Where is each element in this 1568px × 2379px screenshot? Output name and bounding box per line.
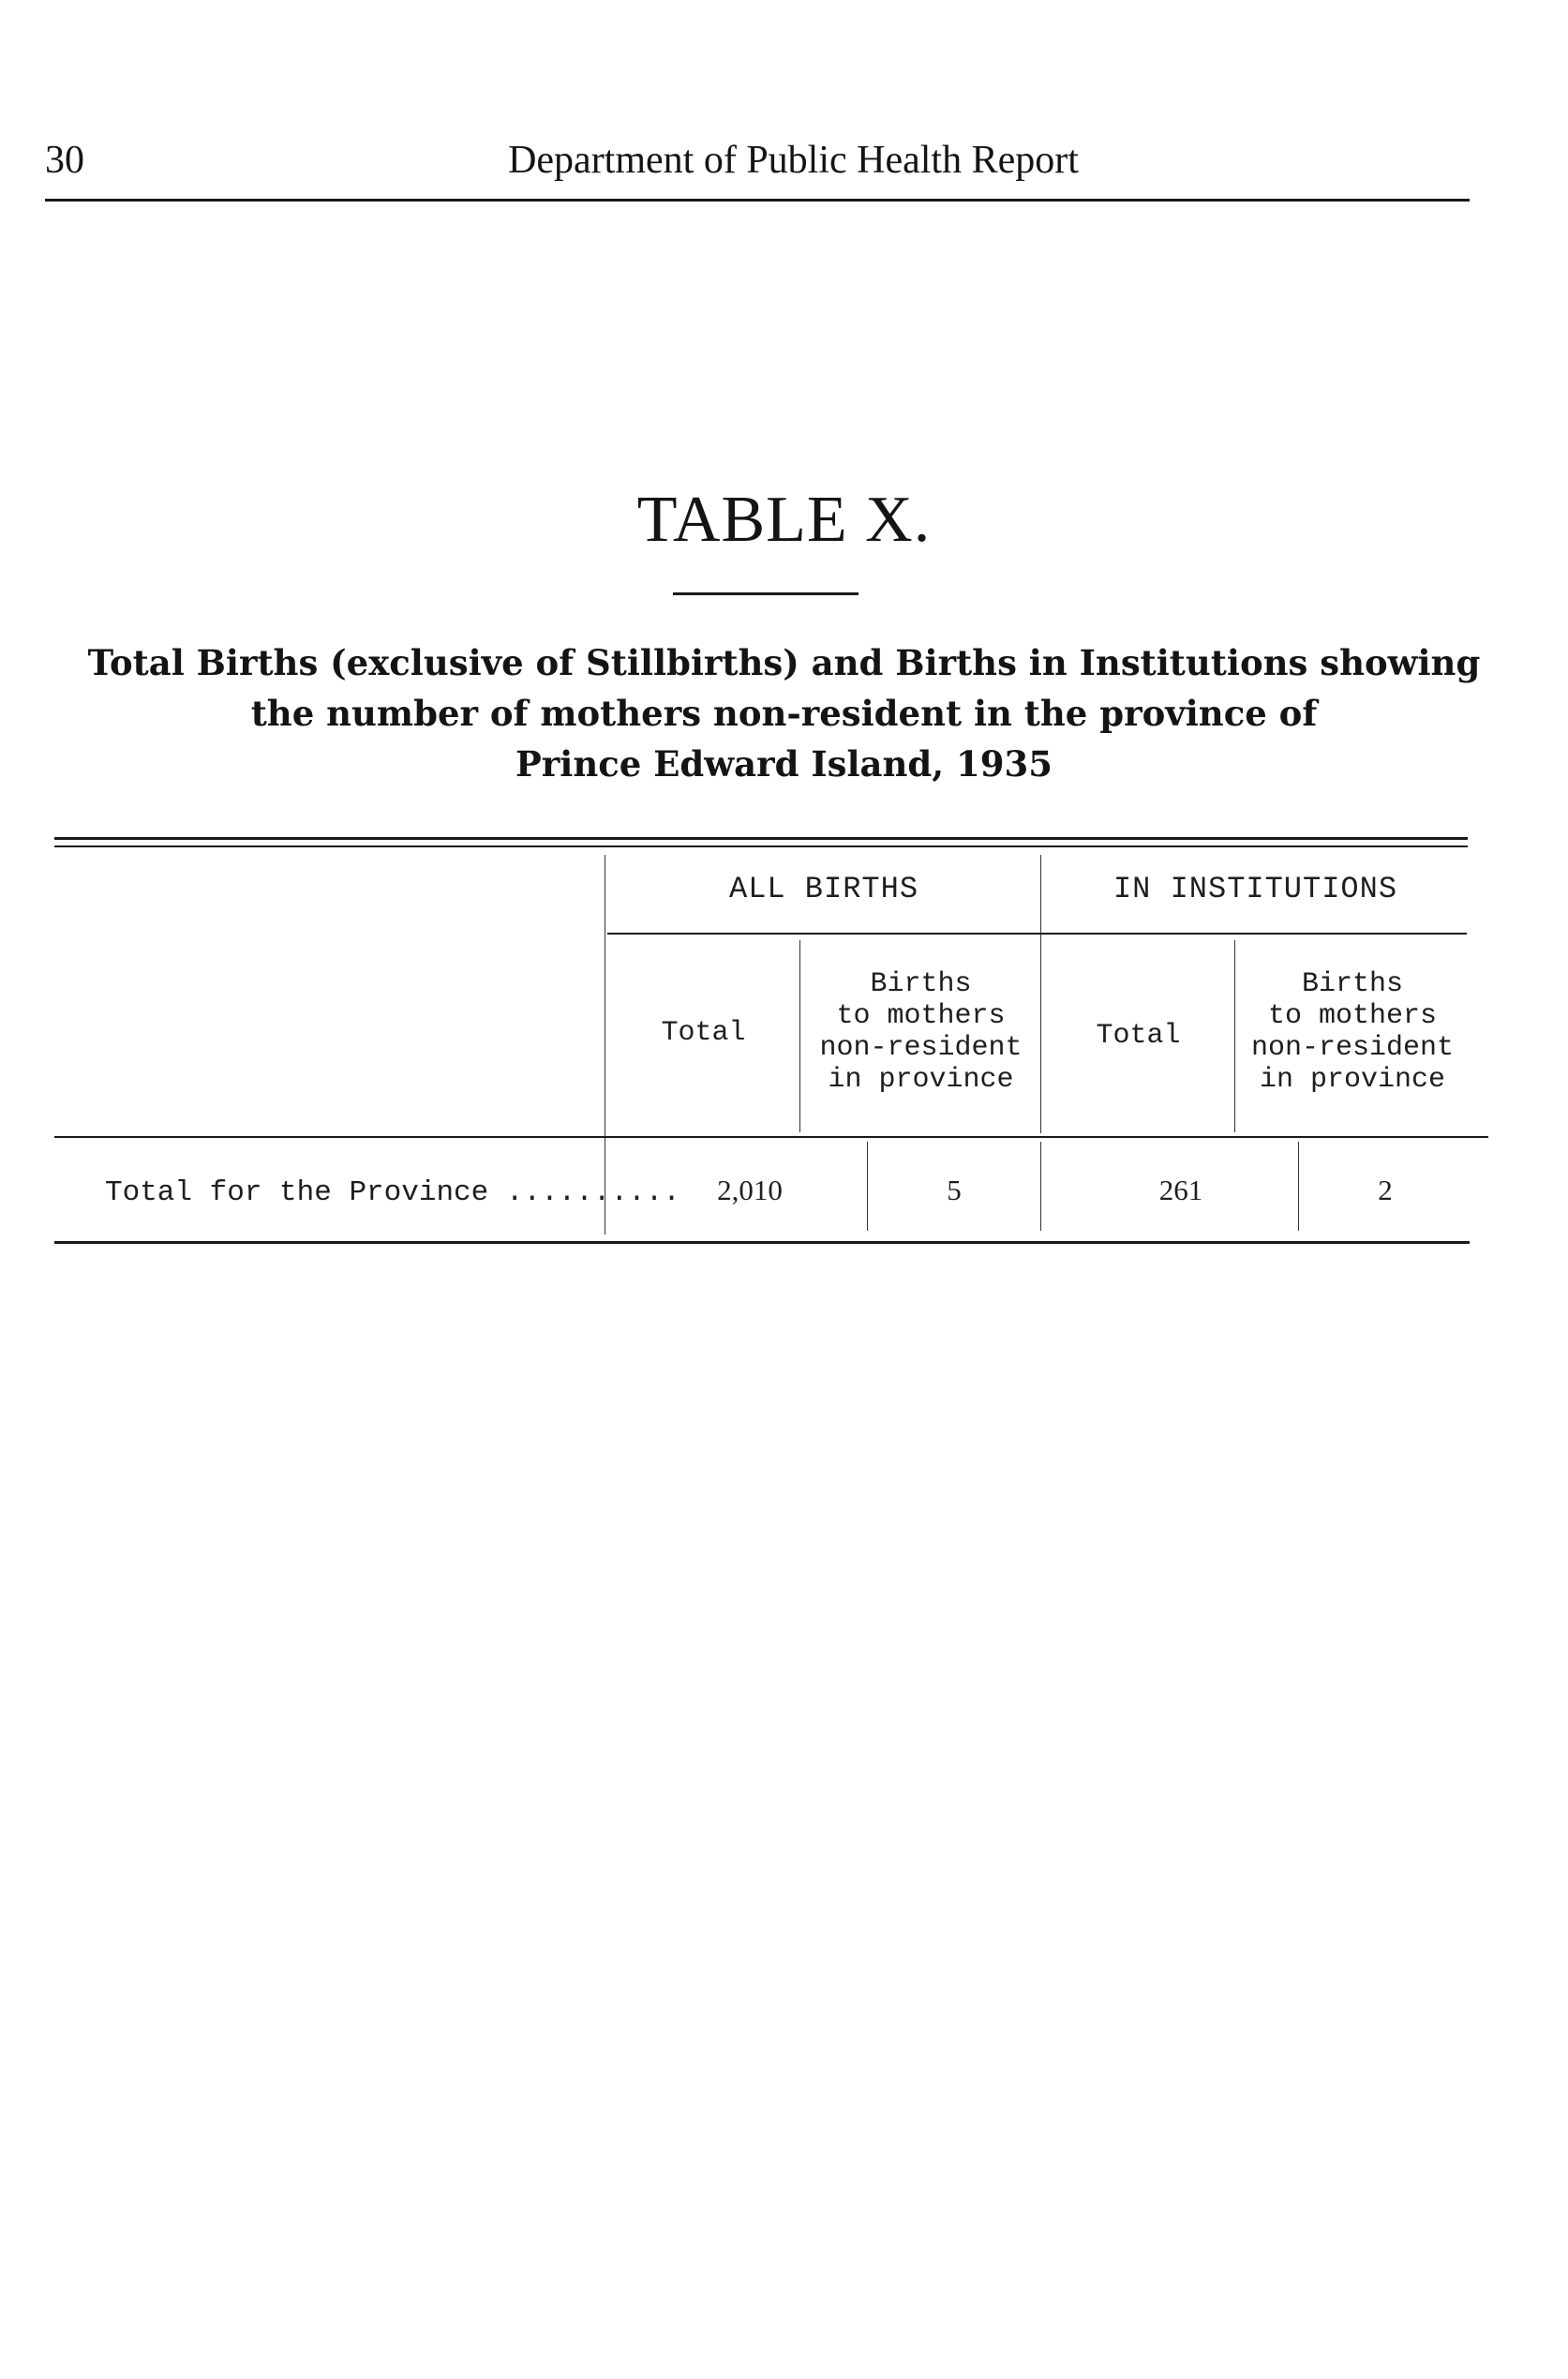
caption-line-1: Total Births (exclusive of Stillbirths) and Births in Institutions showing: [87, 642, 1481, 683]
table-top-rule: [54, 837, 1468, 840]
table-title: TABLE X.: [636, 484, 932, 556]
table-caption: [37, 637, 1531, 789]
cell-all-nonresident: 5: [947, 1174, 962, 1206]
header-all-nonresident-line-1: Births: [870, 968, 972, 1000]
header-all-nonresident-line-4: in province: [828, 1064, 1014, 1096]
all-births-subdivider: [799, 940, 800, 1132]
page-number: 30: [45, 139, 84, 182]
title-rule: [673, 592, 859, 595]
header-all-nonresident-line-3: non-resident: [819, 1032, 1023, 1064]
table-bottom-rule: [54, 1241, 1470, 1244]
header-bottom-rule: [54, 1136, 1488, 1138]
header-all-nonresident: [801, 968, 1040, 1096]
running-title: Department of Public Health Report: [508, 139, 1079, 182]
group-header-all-births: ALL BIRTHS: [728, 872, 919, 906]
group-divider: [1040, 855, 1041, 1133]
header-rule: [45, 199, 1470, 202]
header-inst-total: Total: [1096, 1020, 1181, 1052]
header-inst-nonresident: [1236, 968, 1469, 1096]
header-inst-nonresident-line-4: in province: [1259, 1064, 1446, 1096]
body-divider-all: [867, 1142, 868, 1231]
header-inst-nonresident-line-2: to mothers: [1267, 1000, 1438, 1032]
group-header-institutions: IN INSTITUTIONS: [1113, 872, 1398, 906]
header-all-total: Total: [661, 1017, 746, 1049]
cell-inst-nonresident: 2: [1378, 1174, 1393, 1206]
caption-line-3: Prince Edward Island, 1935: [515, 743, 1053, 785]
header-inst-nonresident-line-1: Births: [1301, 968, 1404, 1000]
table-top-rule-second: [54, 845, 1468, 847]
institutions-subdivider: [1234, 940, 1235, 1132]
group-header-rule: [607, 933, 1467, 935]
cell-inst-total: 261: [1158, 1174, 1203, 1206]
header-all-nonresident-line-2: to mothers: [836, 1000, 1006, 1032]
caption-line-2: the number of mothers non-resident in the province of: [250, 693, 1318, 734]
header-inst-nonresident-line-3: non-resident: [1250, 1032, 1455, 1064]
row-label: Total for the Province ..........: [105, 1176, 680, 1209]
body-divider-inst: [1298, 1142, 1299, 1231]
body-divider-group: [1040, 1142, 1041, 1231]
cell-all-total: 2,010: [717, 1174, 783, 1206]
